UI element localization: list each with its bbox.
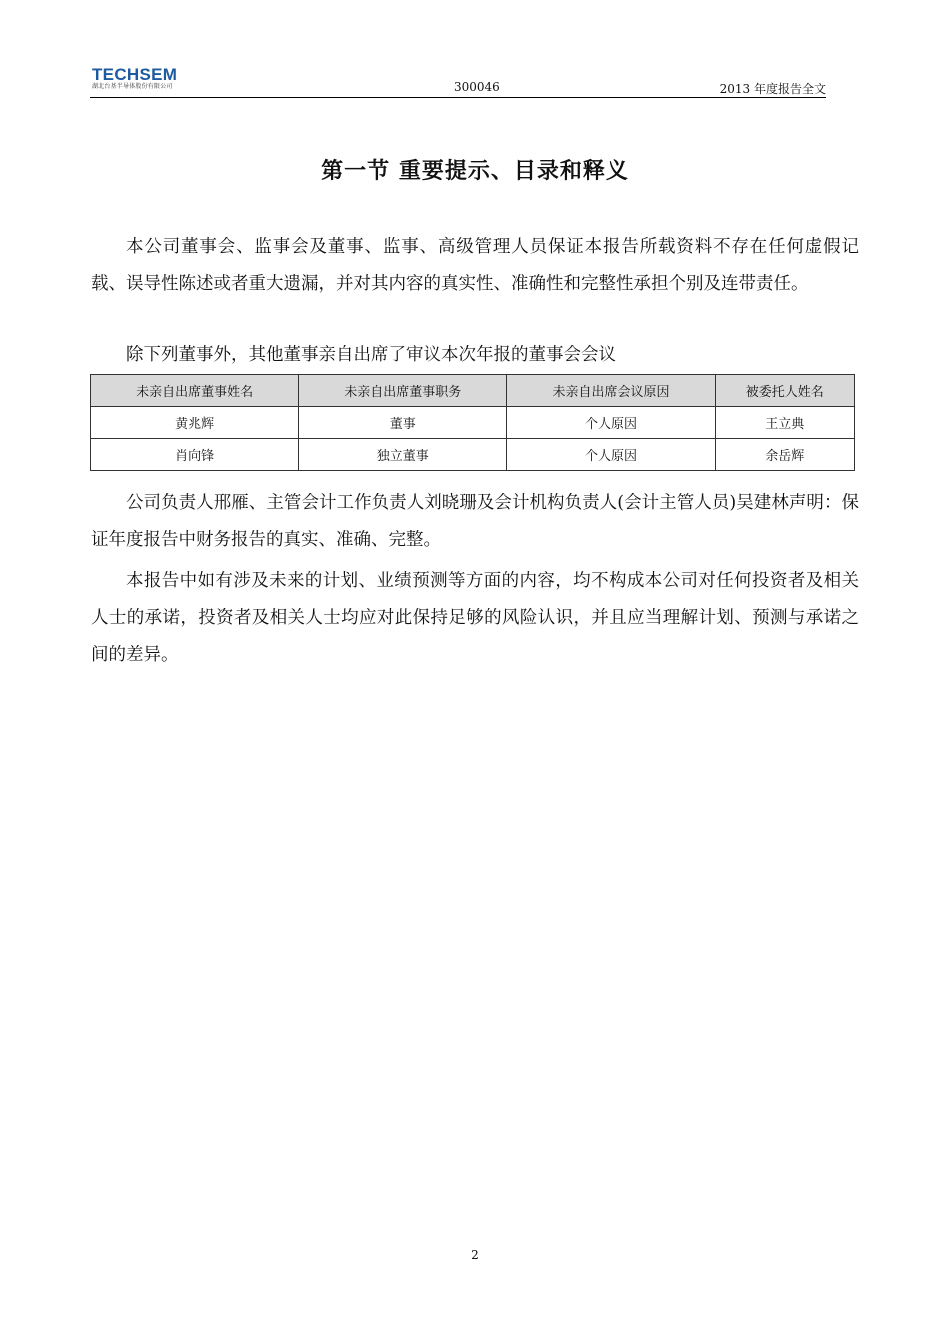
table-row [91,407,855,439]
table-cell: 独立董事 [299,439,507,471]
statement-paragraph-2: 公司负责人邢雁、主管会计工作负责人刘晓珊及会计机构负责人(会计主管人员)吴建林声明：保证年度报告中财务报告的真实、准确、完整。 [91,493,859,550]
logo-wordmark: TECHSEM [92,65,178,84]
report-label: 2013 年度报告全文 [719,82,826,96]
column-header: 未亲自出席董事职务 [299,375,507,407]
table-cell: 肖向锋 [91,439,299,471]
table-cell: 王立典 [715,407,854,439]
table-cell: 董事 [299,407,507,439]
table-row [91,439,855,471]
absent-directors-table [90,374,855,471]
table-cell: 个人原因 [507,407,715,439]
logo-company-name: 湖北台基半导体股份有限公司 [92,83,173,90]
column-header: 未亲自出席会议原因 [507,375,715,407]
table-cell: 黄兆辉 [91,407,299,439]
table-cell: 余岳辉 [715,439,854,471]
page-number: 2 [471,1248,479,1262]
table-header-row [91,375,855,407]
column-header: 被委托人姓名 [715,375,854,407]
section-title: 第一节 重要提示、目录和释义 [321,159,629,184]
column-header: 未亲自出席董事姓名 [91,375,299,407]
statement-paragraph-3: 本报告中如有涉及未来的计划、业绩预测等方面的内容，均不构成本公司对任何投资者及相关人士的承诺，投资者及相关人士均应对此保持足够的风险认识，并且应当理解计划、预测与承诺之间的差异。 [91,571,859,665]
table-intro: 除下列董事外，其他董事亲自出席了审议本次年报的董事会会议 [126,345,616,365]
company-logo [92,66,177,91]
page-header [90,62,826,98]
stock-code: 300046 [454,80,500,94]
statement-paragraph-1: 本公司董事会、监事会及董事、监事、高级管理人员保证本报告所载资料不存在任何虚假记载、误导性陈述或者重大遗漏，并对其内容的真实性、准确性和完整性承担个别及连带责任。 [91,237,859,294]
header-divider [90,97,826,98]
table-cell: 个人原因 [507,439,715,471]
